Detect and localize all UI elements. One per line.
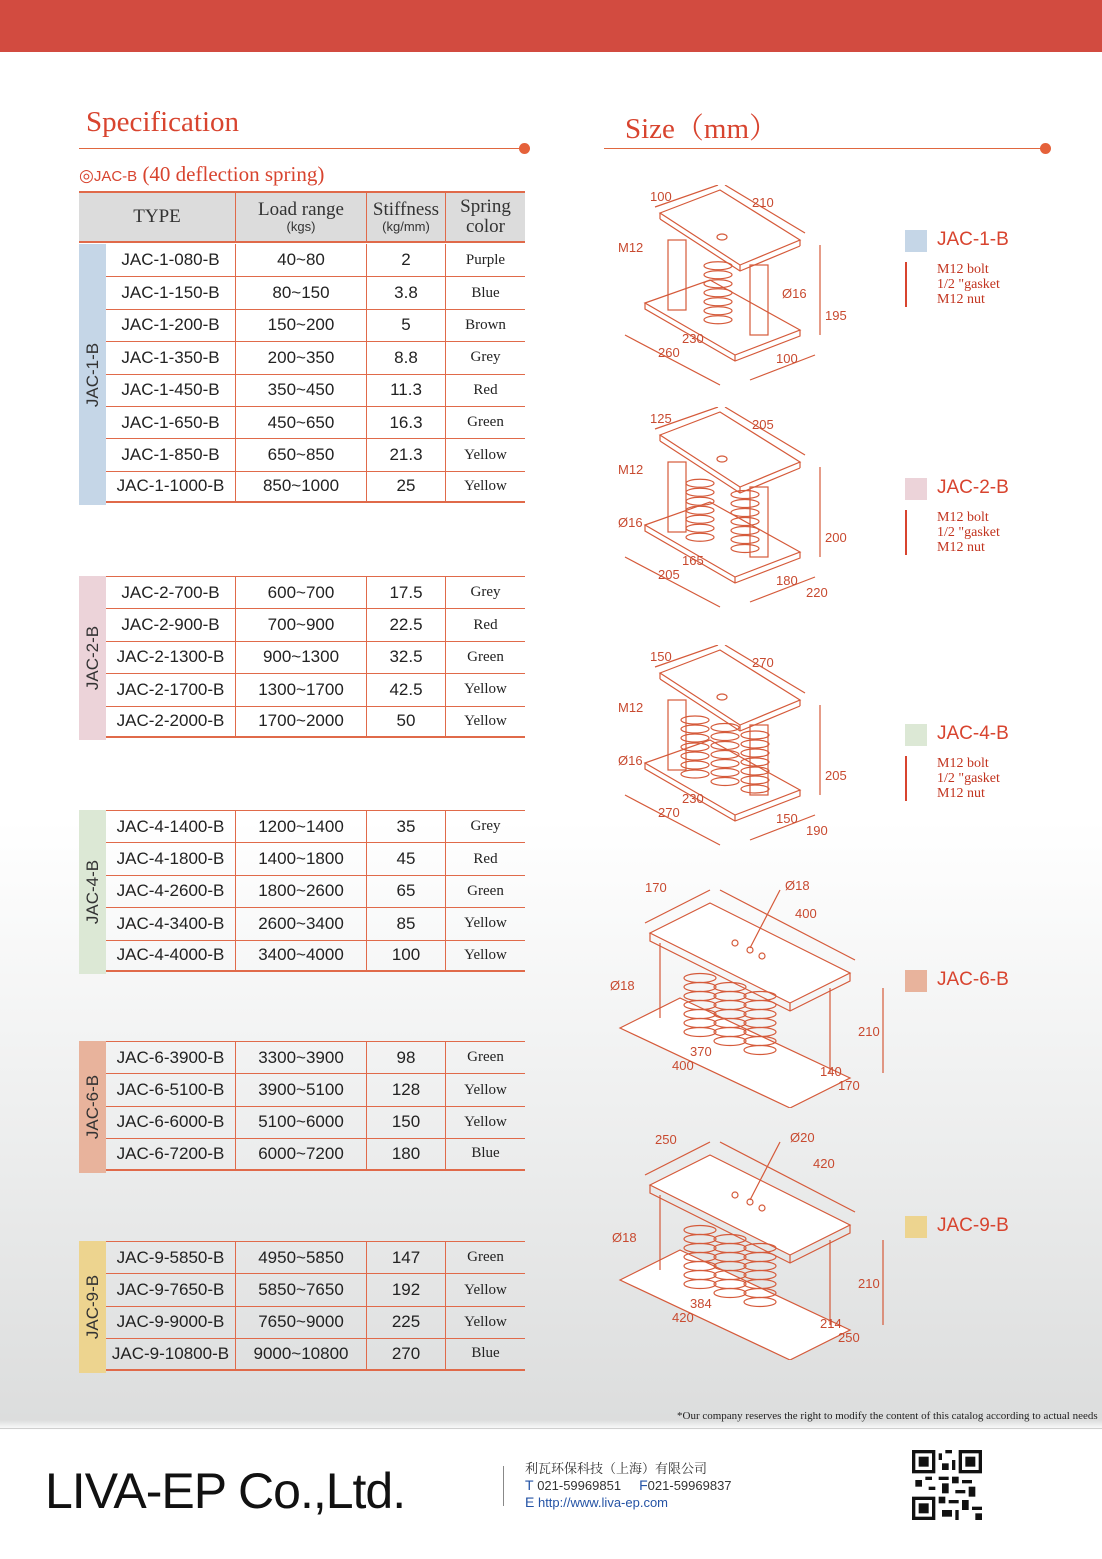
dim-base-depth: 180: [776, 573, 798, 588]
cell-spring-color: Yellow: [464, 1081, 507, 1098]
table-row: [106, 471, 525, 503]
cell-load-range: 900~1300: [236, 642, 367, 673]
website-link[interactable]: http://www.liva-ep.com: [537, 1495, 669, 1510]
hardware-note: 1/2 "gasket: [937, 525, 1000, 540]
cell-spring-color: Purple: [465, 251, 506, 268]
header-load-range: Load range (kgs): [236, 193, 367, 241]
dim-height: 210: [858, 1024, 880, 1039]
bolt-size: M12: [618, 462, 644, 477]
cell-spring-color: Yellow: [464, 915, 507, 932]
isolator-diagram: [600, 185, 890, 415]
cell-stiffness: 32.5: [367, 642, 446, 673]
cell-stiffness: 42.5: [367, 674, 446, 705]
hole-diameter: Ø16: [618, 515, 643, 530]
cell-type: JAC-4-4000-B: [106, 941, 236, 970]
dim-height: 210: [858, 1276, 880, 1291]
cell-load-range: 3400~4000: [236, 941, 367, 970]
group-side-label: [79, 1241, 106, 1373]
dim-base-inner: 230: [682, 331, 704, 346]
isolator-diagram: [600, 645, 890, 875]
cell-spring-color: Grey: [470, 349, 501, 366]
cell-type: JAC-1-350-B: [106, 342, 236, 373]
cell-stiffness: 192: [367, 1274, 446, 1305]
cell-type: JAC-1-1000-B: [106, 472, 236, 501]
cell-type: JAC-6-3900-B: [106, 1042, 236, 1073]
cell-type: JAC-2-1300-B: [106, 642, 236, 673]
cell-load-range: 1300~1700: [236, 674, 367, 705]
dim-base-depth: 140: [820, 1064, 842, 1079]
table-row: [106, 1241, 525, 1273]
cell-stiffness: 225: [367, 1307, 446, 1338]
size-title-rule: [604, 148, 1046, 149]
dim-base-outer: 205: [658, 567, 680, 582]
dim-base-depth-outer: 220: [806, 585, 828, 600]
cell-spring-color: Yellow: [464, 1281, 507, 1298]
cell-spring-color: Green: [467, 414, 504, 431]
model-label: JAC-1-B: [937, 229, 1009, 250]
group-label: JAC-6-B: [82, 1074, 102, 1139]
hardware-note: 1/2 "gasket: [937, 277, 1000, 292]
cell-type: JAC-9-7650-B: [106, 1274, 236, 1305]
table-header: [79, 191, 525, 243]
spec-group: [79, 1241, 525, 1373]
table-row: [106, 1106, 525, 1138]
cell-spring-color: Yellow: [464, 477, 507, 494]
cell-stiffness: 5: [367, 310, 446, 341]
group-label: JAC-2-B: [82, 625, 102, 691]
cell-stiffness: 8.8: [367, 342, 446, 373]
cell-load-range: 3300~3900: [236, 1042, 367, 1073]
group-label: JAC-1-B: [82, 342, 102, 407]
cell-type: JAC-4-1400-B: [106, 811, 236, 842]
footnote: *Our company reserves the right to modify the content of this catalog according to actual needs: [677, 1410, 1098, 1422]
cell-type: JAC-2-700-B: [106, 577, 236, 608]
cell-stiffness: 16.3: [367, 407, 446, 438]
cell-type: JAC-1-650-B: [106, 407, 236, 438]
cell-load-range: 1700~2000: [236, 707, 367, 736]
dim-height: 205: [825, 768, 847, 783]
hole-diameter: Ø18: [610, 978, 635, 993]
cell-load-range: 600~700: [236, 577, 367, 608]
model-label: JAC-9-B: [937, 1215, 1009, 1236]
table-row: [106, 1041, 525, 1073]
cell-type: JAC-6-6000-B: [106, 1107, 236, 1138]
isolator-diagram: [600, 407, 890, 637]
cell-type: JAC-4-1800-B: [106, 843, 236, 874]
cell-type: JAC-1-200-B: [106, 310, 236, 341]
spec-group: [79, 1041, 525, 1173]
hardware-notes: [905, 756, 1000, 801]
model-label: JAC-6-B: [937, 969, 1009, 990]
cell-stiffness: 22.5: [367, 609, 446, 640]
series-description: (40 deflection spring): [137, 162, 325, 186]
cell-stiffness: 85: [367, 908, 446, 939]
model-color-swatch: [905, 970, 927, 992]
table-row: [106, 1273, 525, 1305]
hole-diameter: Ø18: [612, 1230, 637, 1245]
table-row: [106, 1073, 525, 1105]
bolt-size: M12: [618, 240, 644, 255]
dim-height: 195: [825, 308, 847, 323]
footer-divider: [0, 1428, 1102, 1429]
dim-base-inner: 230: [682, 791, 704, 806]
group-side-label: [79, 576, 106, 740]
table-row: [106, 406, 525, 438]
cell-type: JAC-4-3400-B: [106, 908, 236, 939]
cell-spring-color: Blue: [471, 284, 500, 301]
dim-base-inner: 370: [690, 1044, 712, 1059]
dim-width: 250: [655, 1132, 677, 1147]
spec-group: [79, 576, 525, 740]
dim-base-depth: 150: [776, 811, 798, 826]
cell-load-range: 650~850: [236, 439, 367, 470]
spec-title-rule: [79, 148, 525, 149]
cell-stiffness: 180: [367, 1139, 446, 1168]
cell-spring-color: Grey: [470, 584, 501, 601]
cell-type: JAC-9-9000-B: [106, 1307, 236, 1338]
dim-length: 270: [752, 655, 774, 670]
specification-title: Specification: [86, 106, 240, 138]
hardware-note: M12 bolt: [937, 262, 989, 277]
cell-load-range: 1400~1800: [236, 843, 367, 874]
table-row: [106, 1138, 525, 1170]
cell-load-range: 150~200: [236, 310, 367, 341]
group-side-label: [79, 1041, 106, 1173]
qr-code-icon[interactable]: [912, 1450, 982, 1520]
cell-stiffness: 147: [367, 1242, 446, 1273]
table-row: [106, 608, 525, 640]
dim-base-outer: 420: [672, 1310, 694, 1325]
table-row: [106, 875, 525, 907]
cell-load-range: 9000~10800: [236, 1339, 367, 1368]
dim-base-inner: 165: [682, 553, 704, 568]
table-row: [106, 706, 525, 738]
cell-load-range: 1800~2600: [236, 876, 367, 907]
cell-type: JAC-1-150-B: [106, 277, 236, 308]
hardware-notes: [905, 510, 1000, 555]
dim-base-depth: 100: [776, 351, 798, 366]
tel-number: 021-59969851: [537, 1478, 622, 1493]
top-hole-diameter: Ø18: [785, 878, 810, 893]
table-row: [106, 641, 525, 673]
table-row: [106, 907, 525, 939]
table-row: [106, 341, 525, 373]
table-row: [106, 576, 525, 608]
series-subtitle: [79, 162, 324, 187]
dim-width: 170: [645, 880, 667, 895]
cell-stiffness: 45: [367, 843, 446, 874]
cell-type: JAC-4-2600-B: [106, 876, 236, 907]
table-row: [106, 673, 525, 705]
cell-load-range: 7650~9000: [236, 1307, 367, 1338]
hardware-note: M12 nut: [937, 292, 985, 307]
cell-stiffness: 35: [367, 811, 446, 842]
isolator-diagram: [600, 878, 890, 1108]
hardware-notes: [905, 262, 1000, 307]
cell-spring-color: Green: [467, 1049, 504, 1066]
cell-spring-color: Blue: [471, 1345, 500, 1362]
cell-spring-color: Yellow: [464, 1313, 507, 1330]
group-label: JAC-4-B: [82, 859, 102, 925]
cell-type: JAC-1-080-B: [106, 244, 236, 276]
fax-label: F: [639, 1477, 648, 1493]
dim-length: 400: [795, 906, 817, 921]
hardware-note: 1/2 "gasket: [937, 771, 1000, 786]
dim-length: 420: [813, 1156, 835, 1171]
table-row: [106, 309, 525, 341]
cell-stiffness: 98: [367, 1042, 446, 1073]
hardware-note: M12 bolt: [937, 756, 989, 771]
model-color-swatch: [905, 230, 927, 252]
cell-stiffness: 21.3: [367, 439, 446, 470]
cell-stiffness: 3.8: [367, 277, 446, 308]
header-type: TYPE: [79, 193, 236, 241]
cell-stiffness: 128: [367, 1074, 446, 1105]
cell-type: JAC-2-1700-B: [106, 674, 236, 705]
bolt-size: M12: [618, 700, 644, 715]
cell-type: JAC-9-10800-B: [106, 1339, 236, 1368]
series-code: JAC-B: [93, 168, 138, 185]
cell-spring-color: Yellow: [464, 446, 507, 463]
cell-type: JAC-2-900-B: [106, 609, 236, 640]
dim-base-outer: 260: [658, 345, 680, 360]
cell-spring-color: Green: [467, 882, 504, 899]
cell-load-range: 3900~5100: [236, 1074, 367, 1105]
company-chinese-name: 利瓦环保科技（上海）有限公司: [525, 1461, 708, 1476]
cell-spring-color: Green: [467, 648, 504, 665]
cell-spring-color: Yellow: [464, 712, 507, 729]
fax-number: 021-59969837: [647, 1478, 732, 1493]
table-row: [106, 940, 525, 972]
cell-spring-color: Yellow: [464, 681, 507, 698]
table-row: [106, 842, 525, 874]
table-row: [106, 276, 525, 308]
cell-stiffness: 17.5: [367, 577, 446, 608]
dim-base-outer: 270: [658, 805, 680, 820]
group-label: JAC-9-B: [82, 1274, 102, 1339]
hardware-note: M12 nut: [937, 540, 985, 555]
table-row: [106, 1306, 525, 1338]
cell-load-range: 700~900: [236, 609, 367, 640]
header-spring-color: Spring color: [460, 196, 511, 237]
dim-base-depth-outer: 190: [806, 823, 828, 838]
spec-group: [79, 244, 525, 505]
cell-spring-color: Green: [467, 1249, 504, 1266]
dim-base-outer: 400: [672, 1058, 694, 1073]
cell-load-range: 200~350: [236, 342, 367, 373]
contact-info: [525, 1460, 732, 1511]
hardware-note: M12 bolt: [937, 510, 989, 525]
table-row: [106, 374, 525, 406]
cell-load-range: 450~650: [236, 407, 367, 438]
table-row: [106, 1338, 525, 1370]
model-label: JAC-4-B: [937, 723, 1009, 744]
dim-length: 205: [752, 417, 774, 432]
dim-length: 210: [752, 195, 774, 210]
cell-spring-color: Red: [473, 381, 498, 398]
isolator-diagram: [600, 1130, 890, 1360]
cell-load-range: 6000~7200: [236, 1139, 367, 1168]
cell-type: JAC-6-7200-B: [106, 1139, 236, 1168]
tel-label: T: [525, 1477, 534, 1493]
cell-load-range: 1200~1400: [236, 811, 367, 842]
dim-height: 200: [825, 530, 847, 545]
cell-stiffness: 270: [367, 1339, 446, 1368]
cell-stiffness: 100: [367, 941, 446, 970]
cell-spring-color: Red: [473, 616, 498, 633]
dim-width: 125: [650, 411, 672, 426]
dim-base-depth: 214: [820, 1316, 842, 1331]
top-hole-diameter: Ø20: [790, 1130, 815, 1145]
size-title: Size（mm）: [625, 113, 779, 145]
cell-load-range: 4950~5850: [236, 1242, 367, 1273]
dim-base-inner: 384: [690, 1296, 712, 1311]
footer-separator: [503, 1466, 504, 1506]
spec-group: [79, 810, 525, 974]
cell-type: JAC-1-450-B: [106, 375, 236, 406]
cell-load-range: 40~80: [236, 244, 367, 276]
cell-spring-color: Yellow: [464, 946, 507, 963]
dim-base-depth-outer: 250: [838, 1330, 860, 1345]
cell-load-range: 5850~7650: [236, 1274, 367, 1305]
dim-width: 150: [650, 649, 672, 664]
cell-stiffness: 2: [367, 244, 446, 276]
cell-stiffness: 25: [367, 472, 446, 501]
model-color-swatch: [905, 1216, 927, 1238]
model-label: JAC-2-B: [937, 477, 1009, 498]
cell-stiffness: 11.3: [367, 375, 446, 406]
cell-spring-color: Red: [473, 850, 498, 867]
hole-diameter: Ø16: [782, 286, 807, 301]
cell-stiffness: 65: [367, 876, 446, 907]
cell-type: JAC-1-850-B: [106, 439, 236, 470]
cell-spring-color: Grey: [470, 818, 501, 835]
header-stiffness: Stiffness (kg/mm): [367, 193, 446, 241]
model-color-swatch: [905, 724, 927, 746]
cell-spring-color: Blue: [471, 1145, 500, 1162]
dim-width: 100: [650, 189, 672, 204]
cell-type: JAC-2-2000-B: [106, 707, 236, 736]
model-color-swatch: [905, 478, 927, 500]
cell-stiffness: 50: [367, 707, 446, 736]
cell-load-range: 2600~3400: [236, 908, 367, 939]
cell-load-range: 80~150: [236, 277, 367, 308]
email-label: E: [525, 1494, 535, 1510]
group-side-label: [79, 244, 106, 505]
cell-stiffness: 150: [367, 1107, 446, 1138]
cell-load-range: 850~1000: [236, 472, 367, 501]
cell-spring-color: Yellow: [464, 1113, 507, 1130]
cell-load-range: 350~450: [236, 375, 367, 406]
group-side-label: [79, 810, 106, 974]
dim-base-depth-outer: 170: [838, 1078, 860, 1093]
table-row: [106, 438, 525, 470]
cell-load-range: 5100~6000: [236, 1107, 367, 1138]
company-logo-text: LIVA-EP Co.,Ltd.: [45, 1463, 406, 1519]
cell-type: JAC-6-5100-B: [106, 1074, 236, 1105]
hardware-note: M12 nut: [937, 786, 985, 801]
hole-diameter: Ø16: [618, 753, 643, 768]
cell-spring-color: Brown: [465, 316, 506, 333]
table-row: [106, 244, 525, 276]
double-circle-icon: ◎: [79, 166, 94, 185]
table-row: [106, 810, 525, 842]
cell-type: JAC-9-5850-B: [106, 1242, 236, 1273]
top-banner: [0, 0, 1102, 52]
